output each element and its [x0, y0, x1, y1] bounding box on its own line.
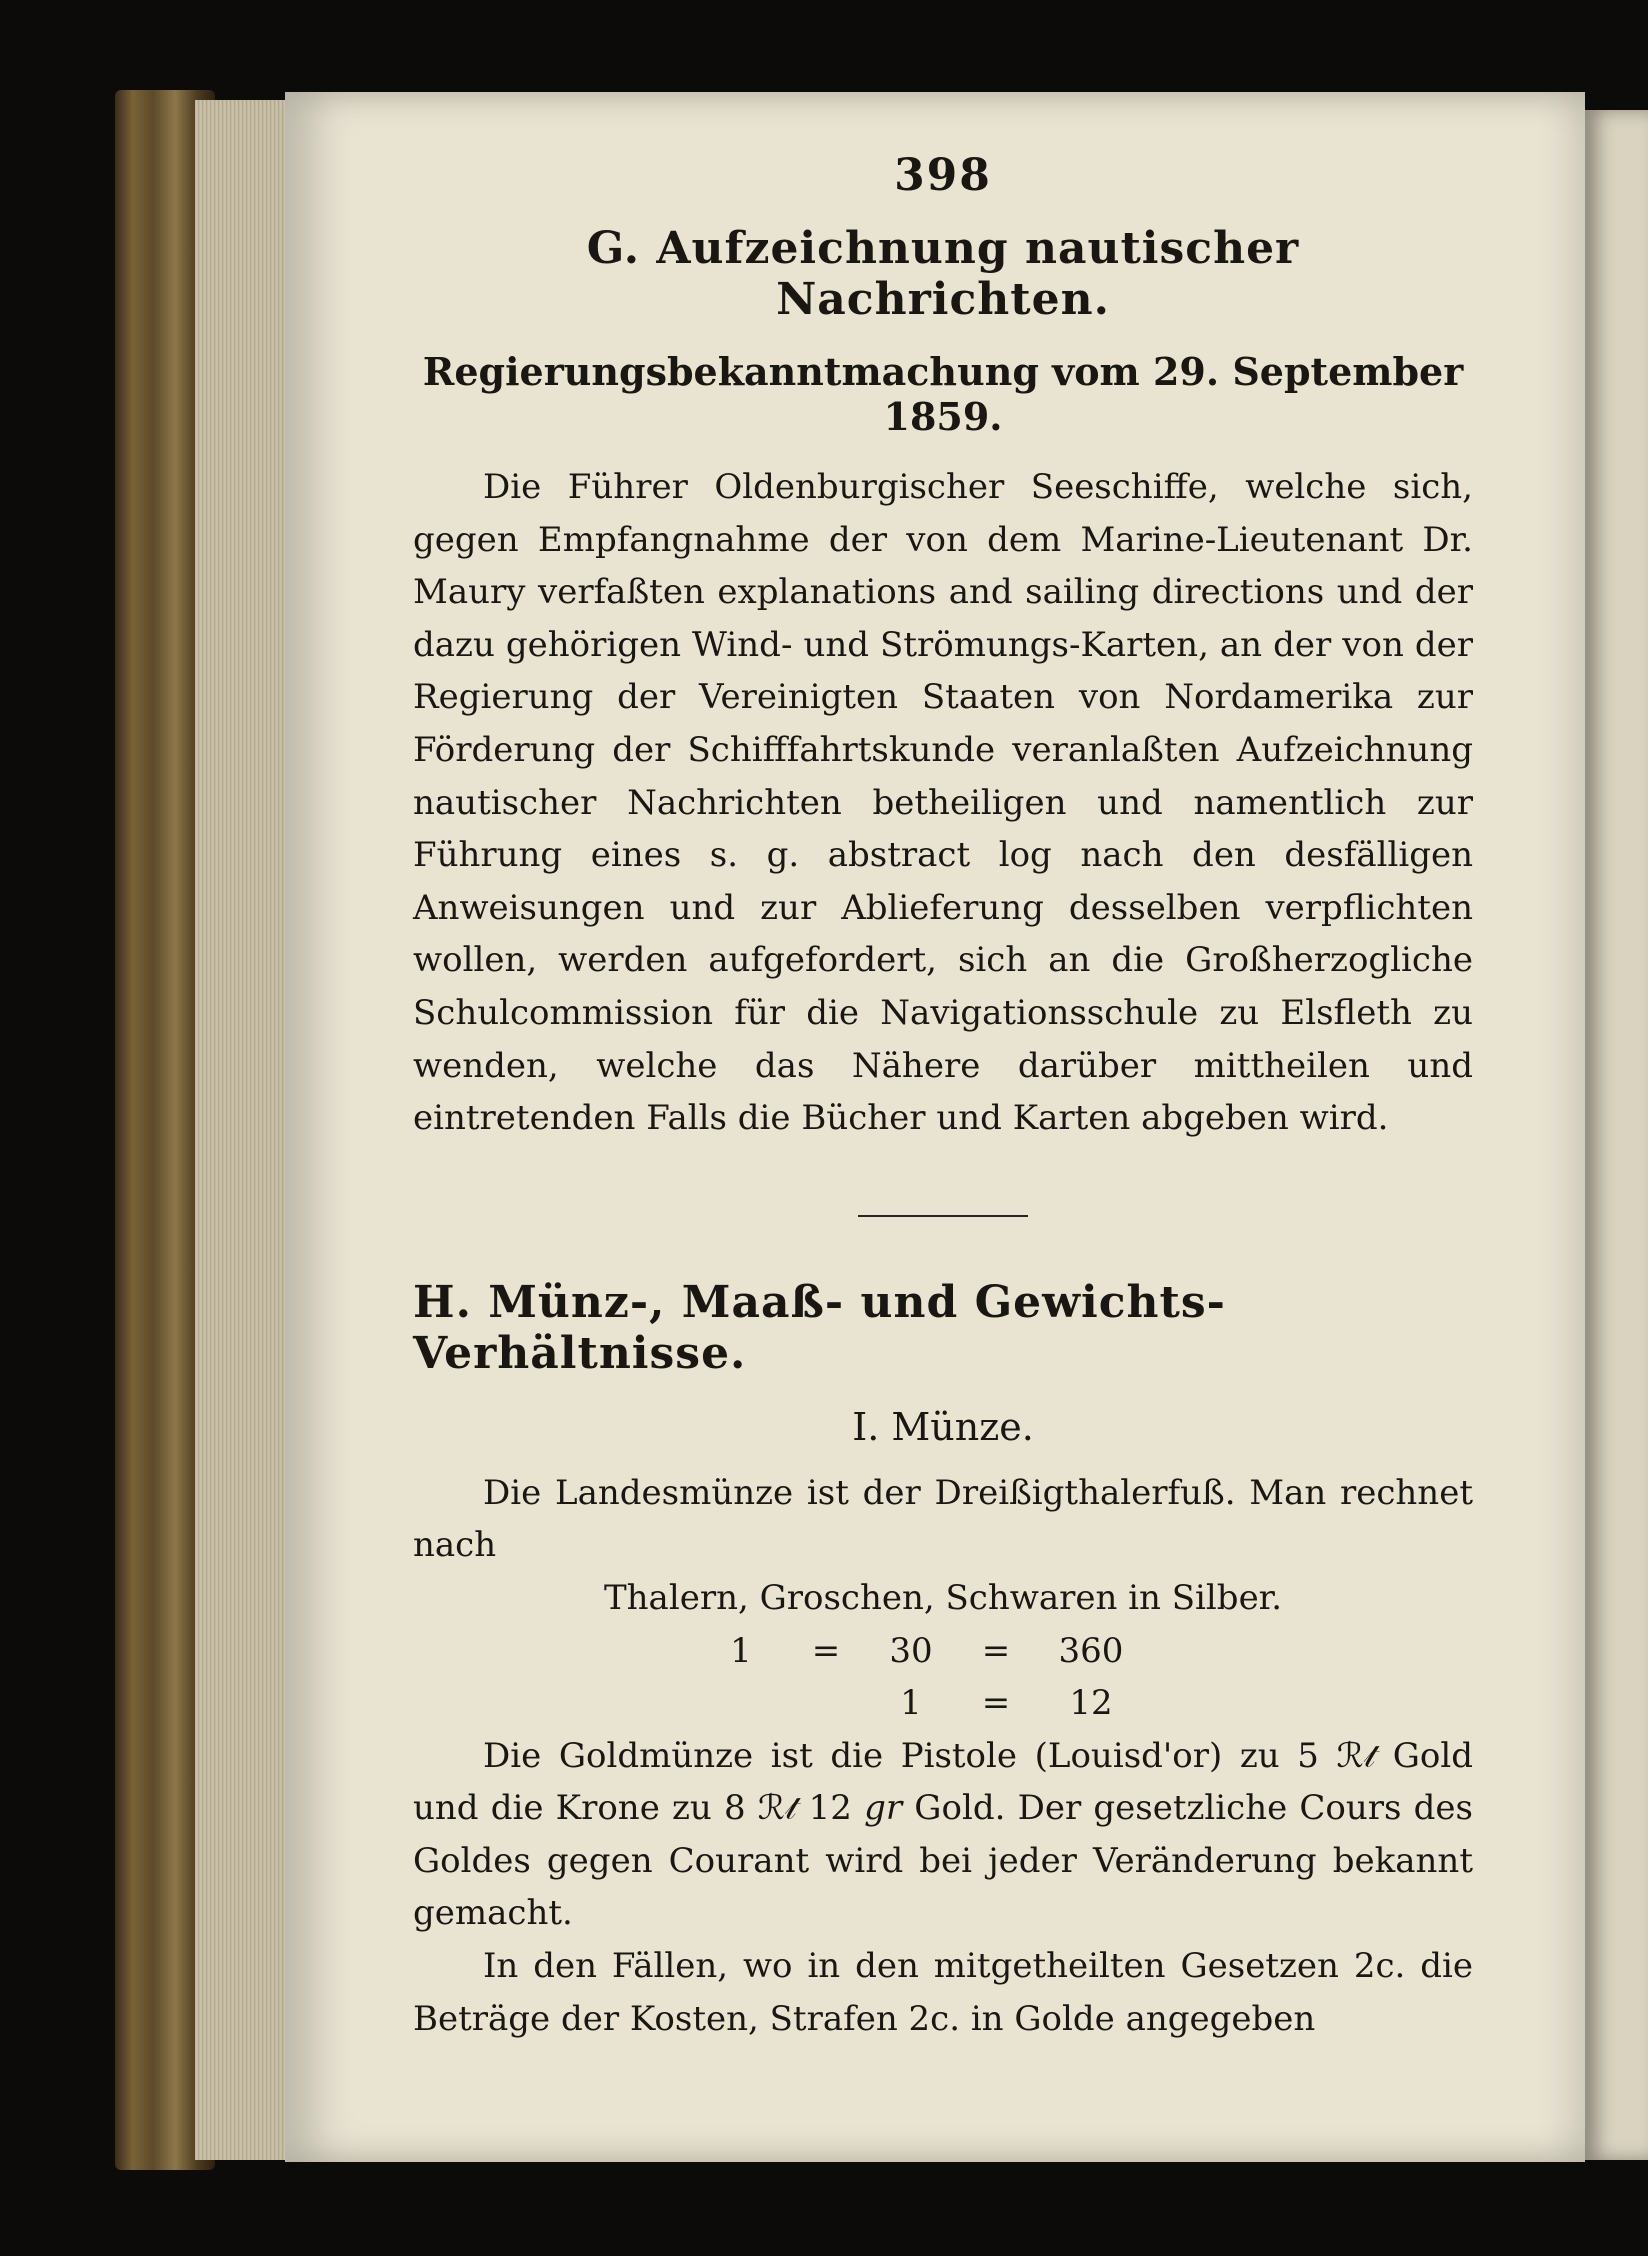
conversion-row-2: [413, 1677, 1473, 1730]
section-g-subtitle: Regierungsbekanntmachung vom 29. September 1859.: [422, 349, 1464, 439]
page-edges: [195, 100, 290, 2160]
section-h-subheading: I. Münze.: [852, 1404, 1034, 1449]
gold-paragraph: Die Goldmünze ist die Pistole (Louisd'or) zu 5 ℛ𝓉 Gold und die Krone zu 8 ℛ𝓉 12 𝑔𝑟 Gold. Der gesetzliche Cours des Goldes gegen Courant wird bei jeder Veränderung bekannt gemacht.: [413, 1735, 1473, 1934]
page-content: [413, 150, 1473, 2045]
final-paragraph: In den Fällen, wo in den mitgetheilten Gesetzen 2c. die Beträge der Kosten, Strafen 2c. in Golde angegeben: [413, 1946, 1473, 2039]
eq1-groschen: 30: [889, 1630, 933, 1671]
eq2-op: =: [981, 1683, 1011, 1724]
section-h-intro: Die Landesmünze ist der Dreißigthalerfuß. Man rechnet nach: [413, 1472, 1473, 1566]
eq1-thaler: 1: [730, 1630, 752, 1671]
eq1-op1: =: [811, 1630, 841, 1671]
section-h-title: H. Münz-, Maaß- und Gewichts-Verhältnisse.: [413, 1276, 1226, 1379]
section-g-paragraph: Die Führer Oldenburgischer Seeschiffe, welche sich, gegen Empfangnahme der von dem Marine-Lieutenant Dr. Maury verfaßten explanations and sailing directions und der dazu gehörigen Wind- und Strömungs-Karten, an der von der Regierung der Vereinigten Staaten von Nordamerika zur Förderung der Schifffahrtskunde veranlaßten Aufzeichnung nautischer Nachrichten betheiligen und namentlich zur Führung eines s. g. abstract log nach den desfälligen Anweisungen und zur Ablieferung desselben verpflichten wollen, werden aufgefordert, sich an die Großherzogliche Schulcommission für die Navigationsschule zu Elsfleth zu wenden, welche das Nähere darüber mittheilen und eintretenden Falls die Bücher und Karten abgeben wird.: [413, 467, 1473, 1139]
conversion-row-1: [413, 1625, 1473, 1678]
eq2-schwaren: 12: [1069, 1683, 1113, 1724]
facing-page-edge: [1585, 110, 1648, 2160]
page-number: 398: [894, 150, 992, 201]
eq1-schwaren: 360: [1058, 1630, 1124, 1671]
section-g-title: G. Aufzeichnung nautischer Nachrichten.: [586, 223, 1300, 325]
eq1-op2: =: [981, 1630, 1011, 1671]
eq2-groschen: 1: [900, 1683, 922, 1724]
units-line: Thalern, Groschen, Schwaren in Silber.: [603, 1577, 1283, 1618]
section-divider: [858, 1215, 1028, 1217]
